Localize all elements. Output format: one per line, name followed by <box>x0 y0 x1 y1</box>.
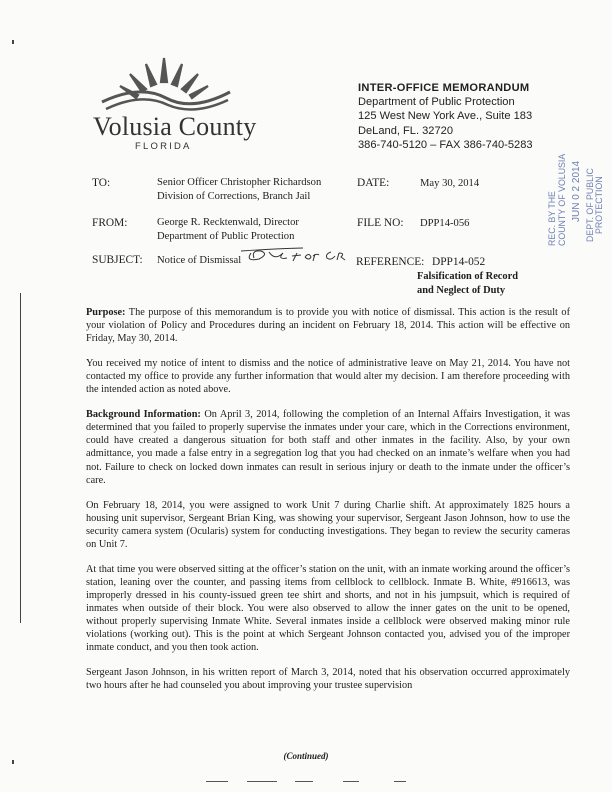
scan-mark <box>12 40 14 44</box>
stamp-line: REC. BY THE <box>547 191 557 246</box>
stamp-line: PROTECTION <box>594 176 604 234</box>
purpose-paragraph <box>86 306 570 345</box>
stamp-date: JUN 0 2 2014 <box>571 160 582 222</box>
from-name: George R. Recktenwald, Director <box>157 217 299 228</box>
from-label: FROM: <box>92 217 128 229</box>
scan-mark <box>295 781 313 782</box>
purpose-text: The purpose of this memorandum is to provide you with notice of dismissal. This action is the result of your violation of Policy and Procedures during an incident on February 18, 2014. This action will be effective on Friday, May 30, 2014. <box>86 307 570 345</box>
received-date-stamp <box>547 142 604 250</box>
scan-mark <box>247 781 277 782</box>
phone-fax: 386-740-5120 – FAX 386-740-5283 <box>358 138 533 151</box>
reference-description: Falsification of Record <box>417 271 518 282</box>
stamp-line: DEPT. OF PUBLIC <box>585 168 595 242</box>
letterhead-address-block <box>358 81 533 152</box>
department-name: Department of Public Protection <box>358 96 515 109</box>
city-state-zip: DeLand, FL. 32720 <box>358 124 453 137</box>
continued-label: (Continued) <box>283 751 329 761</box>
incident-paragraph: On February 18, 2014, you were assigned to work Unit 7 during Charlie shift. At approximately 1825 hours a housing unit supervisor, Sergeant Brian King, was showing your supervisor, Sergeant Jason Johnson, how to use the security camera system (Ocularis) system for conducting investigations. They began to review the security cameras on Unit 7. <box>86 499 570 550</box>
purpose-heading: Purpose: <box>86 307 126 318</box>
reference-label: REFERENCE: <box>356 256 425 268</box>
to-label: TO: <box>92 177 111 189</box>
scan-mark <box>206 781 228 782</box>
from-department: Department of Public Protection <box>157 231 295 242</box>
margin-line <box>20 293 21 623</box>
volusia-county-logo-icon <box>100 54 232 112</box>
background-text: On April 3, 2014, following the completion of an Internal Affairs Investigation, it was determined that you failed to properly supervise the inmates under your care, which in the Corrections environment, could have created a dangerous situation for both staff and other inmates in the facility. Also, by your own admittance, you made a false entry in a segregation log that you had checked on an inmate’s welfare when you had not. Failure to check on locked down inmates can result in serious injury or death to the inmate under the officer’s care. <box>86 409 570 486</box>
file-number-value: DPP14-056 <box>420 218 470 229</box>
report-paragraph: Sergeant Jason Johnson, in his written report of March 3, 2014, noted that his observation occurred approximately two hours after he had counseled you about improving your trustee supervision <box>86 667 570 692</box>
scan-mark <box>394 781 406 782</box>
memo-type-title: INTER-OFFICE MEMORANDUM <box>358 82 530 94</box>
subject-label: SUBJECT: <box>92 254 143 266</box>
subject-value: Notice of Dismissal <box>157 255 242 266</box>
scan-mark <box>12 760 14 764</box>
logo-state-label: FLORIDA <box>135 141 192 152</box>
stamp-line: COUNTY OF VOLUSIA <box>557 153 567 246</box>
observation-paragraph: At that time you were observed sitting at the officer’s station on the unit, with an inmate working around the officer’s station, leaning over the counter, and passing items from cellblock to cellblock. Inmate B. White, #916613, was improperly dressed in his county-issued green tee shirt and shorts, and not in his jumpsuit, which is required of inmates when outside of their block. You were also observed to allow the inner gates on the unit to be opened, without properly supervising Inmate White. Several inmates inside a cellblock were observed making minor rule violations (working out). This is the point at which Sergeant Johnson contacted you, advised you of the improper inmate conduct, and you then took action. <box>86 563 570 654</box>
reference-description: and Neglect of Duty <box>417 285 506 296</box>
background-heading: Background Information: <box>86 409 201 421</box>
date-label: DATE: <box>357 177 390 189</box>
background-paragraph <box>86 408 570 487</box>
notice-paragraph: You received my notice of intent to dismiss and the notice of administrative leave on May 21, 2014. You have not contacted my office to provide any further information that would alter my decision. I am therefore proceeding with the intended action as noted above. <box>86 358 570 396</box>
logo-wordmark: Volusia County <box>93 112 257 141</box>
date-value: May 30, 2014 <box>420 178 480 189</box>
to-division: Division of Corrections, Branch Jail <box>157 191 311 202</box>
memo-body <box>86 306 570 704</box>
to-name: Senior Officer Christopher Richardson <box>157 177 322 188</box>
scan-mark <box>343 781 359 782</box>
street-address: 125 West New York Ave., Suite 183 <box>358 110 533 123</box>
reference-value: DPP14-052 <box>432 256 486 268</box>
file-number-label: FILE NO: <box>357 217 404 229</box>
handwritten-initials <box>239 242 353 264</box>
